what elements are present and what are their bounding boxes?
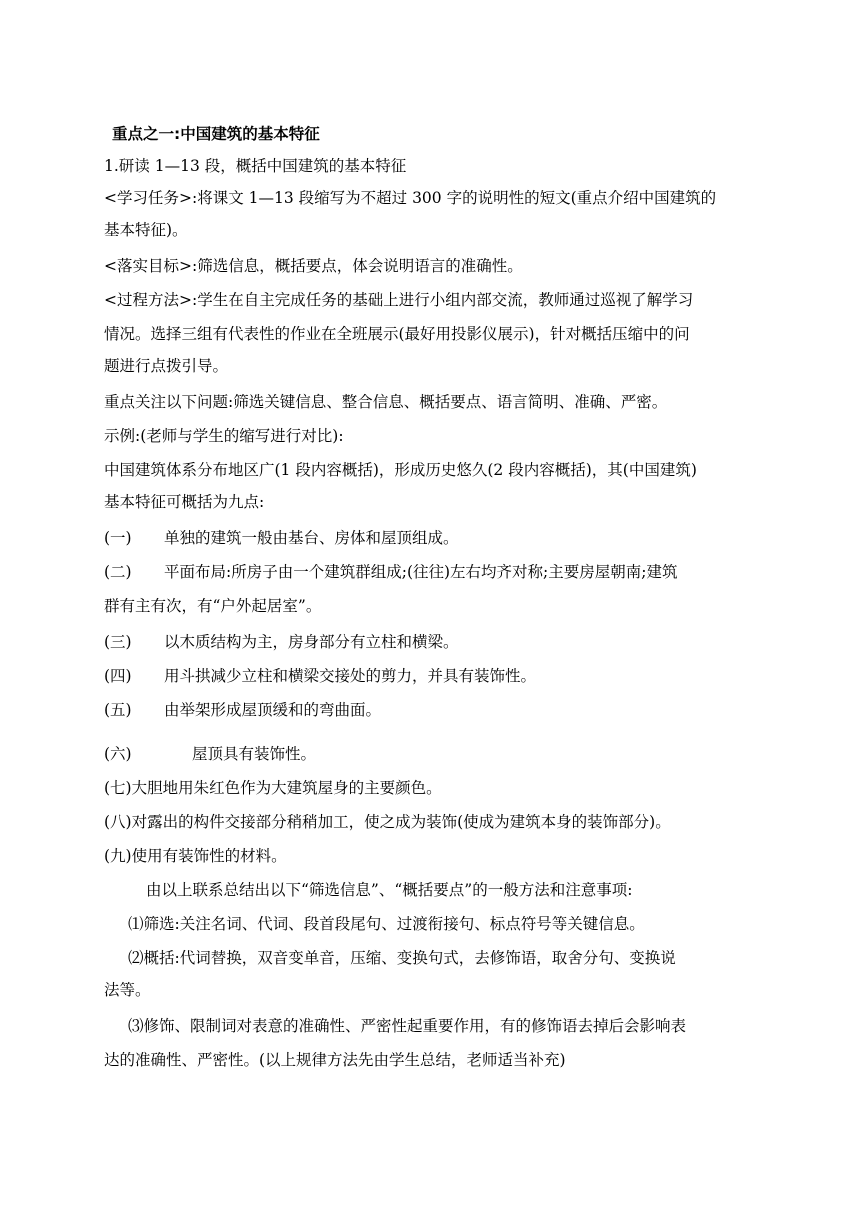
task-title: 1.研读 1—13 段，概括中国建筑的基本特征	[104, 157, 407, 175]
example-intro: 示例:(老师与学生的缩写进行对比):	[104, 427, 344, 445]
study-task-line-2: 基本特征)。	[104, 221, 188, 239]
process-line-3: 题进行点拨引导。	[104, 357, 229, 375]
method-continuation: 法等。	[104, 981, 151, 999]
feature-number: (一)	[104, 529, 132, 547]
method-continuation: 达的准确性、严密性。(以上规律方法先由学生总结，老师适当补充)	[104, 1051, 566, 1069]
feature-item: (九)使用有装饰性的材料。	[104, 847, 287, 865]
study-task-line-1: <学习任务>:将课文 1—13 段缩写为不超过 300 字的说明性的短文(重点介绍中国建筑的	[104, 189, 717, 207]
methods-intro: 由以上联系总结出以下“筛选信息”、“概括要点”的一般方法和注意事项:	[146, 881, 633, 899]
feature-continuation: 群有主有次，有“户外起居室”。	[104, 597, 322, 615]
feature-item	[104, 744, 316, 764]
section-heading: 重点之一:中国建筑的基本特征	[112, 125, 320, 143]
feature-item: (八)对露出的构件交接部分稍稍加工，使之成为装饰(使成为建筑本身的装饰部分)。	[104, 813, 671, 831]
feature-text: 平面布局:所房子由一个建筑群组成;(往往)左右均齐对称;主要房屋朝南;建筑	[164, 563, 678, 581]
feature-number: (五)	[104, 701, 132, 719]
feature-item	[104, 632, 459, 652]
feature-item	[104, 562, 678, 582]
summary-line-1: 中国建筑体系分布地区广(1 段内容概括)，形成历史悠久(2 段内容概括)，其(中国建筑)	[104, 461, 697, 479]
method-item: ⑵概括:代词替换，双音变单音，压缩、变换句式，去修饰语，取舍分句、变换说	[128, 949, 676, 967]
feature-text: 单独的建筑一般由基台、房体和屋顶组成。	[164, 529, 459, 547]
feature-number: (六)	[104, 745, 132, 763]
feature-number: (四)	[104, 667, 132, 685]
feature-text: 由举架形成屋顶缓和的弯曲面。	[164, 701, 382, 719]
process-line-2: 情况。选择三组有代表性的作业在全班展示(最好用投影仪展示)，针对概括压缩中的问	[104, 325, 690, 343]
focus-text: 重点关注以下问题:筛选关键信息、整合信息、概括要点、语言简明、准确、严密。	[104, 393, 668, 411]
summary-line-2: 基本特征可概括为九点:	[104, 493, 265, 511]
feature-text: 屋顶具有装饰性。	[192, 745, 317, 763]
feature-item: (七)大胆地用朱红色作为大建筑屋身的主要颜色。	[104, 779, 442, 797]
process-line-1: <过程方法>:学生在自主完成任务的基础上进行小组内部交流，教师通过巡视了解学习	[104, 291, 694, 309]
feature-number: (二)	[104, 563, 132, 581]
feature-item	[104, 666, 536, 686]
feature-item	[104, 528, 459, 548]
method-item: ⑶修饰、限制词对表意的准确性、严密性起重要作用，有的修饰语去掉后会影响表	[128, 1017, 687, 1035]
method-item: ⑴筛选:关注名词、代词、段首段尾句、过渡衔接句、标点符号等关键信息。	[128, 915, 645, 933]
feature-number: (三)	[104, 633, 132, 651]
feature-text: 以木质结构为主，房身部分有立柱和横梁。	[164, 633, 459, 651]
feature-text: 用斗拱减少立柱和横梁交接处的剪力，并具有装饰性。	[164, 667, 537, 685]
feature-item	[104, 700, 381, 720]
goal-text: <落实目标>:筛选信息，概括要点，体会说明语言的准确性。	[104, 257, 523, 275]
